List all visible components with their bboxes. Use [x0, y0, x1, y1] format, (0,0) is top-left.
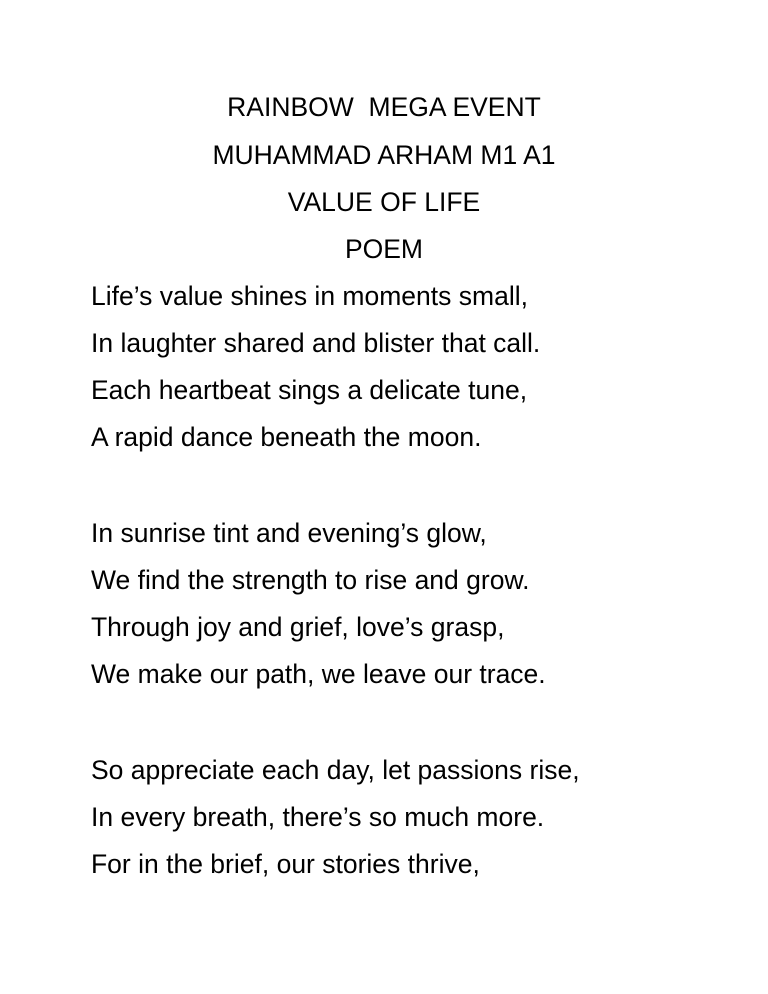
poem-type-label: POEM [344, 234, 424, 264]
poem-title: VALUE OF LIFE [287, 187, 481, 217]
poem-line: In every breath, there’s so much more. [91, 802, 545, 832]
poem-line: Each heartbeat sings a delicate tune, [91, 375, 528, 405]
poem-line: In sunrise tint and evening’s glow, [91, 518, 487, 548]
poem-line: A rapid dance beneath the moon. [91, 422, 482, 452]
poem-line: In laughter shared and blister that call. [91, 328, 541, 358]
poem-line: So appreciate each day, let passions rise, [91, 755, 580, 785]
poem-line: Through joy and grief, love’s grasp, [91, 612, 505, 642]
poem-line: We find the strength to rise and grow. [91, 565, 530, 595]
poem-line: For in the brief, our stories thrive, [91, 849, 480, 879]
event-heading: RAINBOW MEGA EVENT [227, 92, 541, 122]
poem-line: We make our path, we leave our trace. [91, 659, 546, 689]
poem-line: Life’s value shines in moments small, [91, 281, 528, 311]
author-heading: MUHAMMAD ARHAM M1 A1 [212, 140, 556, 170]
